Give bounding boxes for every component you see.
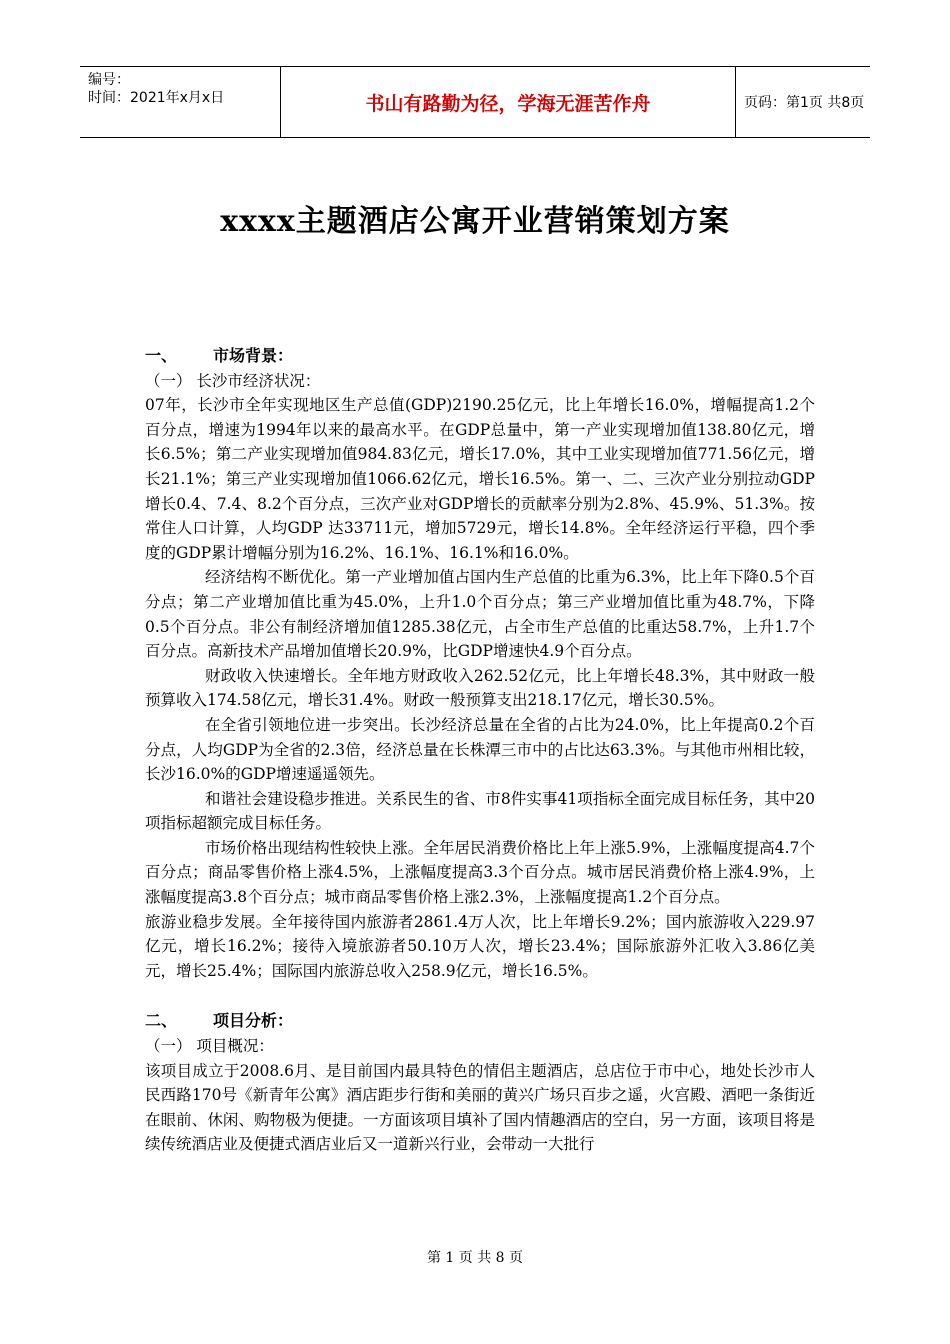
document-body <box>145 344 815 1157</box>
section-heading-project <box>145 1009 815 1034</box>
number-label: 编号： <box>88 72 130 88</box>
section-title: 项目分析： <box>213 1011 294 1031</box>
section-number: 一、 <box>145 346 178 365</box>
header-motto: 书山有路勤为径，学海无涯苦作舟 <box>280 67 736 137</box>
paragraph: 财政收入快速增长。全年地方财政收入262.52亿元，比上年增长48.3%，其中财政一般预算收入174.58亿元，增长31.4%。财政一般预算支出218.17亿元，增长30.5%。 <box>145 666 815 710</box>
subsection-heading: （一） 项目概况： <box>145 1037 274 1056</box>
header-table <box>80 66 870 138</box>
paragraph: 07年，长沙市全年实现地区生产总值(GDP)2190.25亿元，比上年增长16.0%，增幅提高1.2个百分点，增速为1994年以来的最高水平。在GDP总量中，第一产业实现增加值138.80亿元，增长6.5%；第二产业实现增加值984.83亿元，增长17.0%，其中工业实现增加值771.56亿元，增长21.1%；第三产业实现增加值1066.62亿元，增长16.5%。第一、二、三次产业分别拉动GDP增长0.4、7.4、8.2个百分点，三次产业对GDP增长的贡献率分别为2.8%、45.9%、51.3%。按常住人口计算，人均GDP 达33711元，增加5729元，增长14.8%。全年经济运行平稳，四个季度的GDP累计增幅分别为16.2%、16.1%、16.1%和16.0%。 <box>145 396 815 562</box>
paragraph: 在全省引领地位进一步突出。长沙经济总量在全省的占比为24.0%，比上年提高0.2个百分点，人均GDP为全省的2.3倍，经济总量在长株潭三市中的占比达63.3%。与其他市州相比较，长沙16.0%的GDP增速遥遥领先。 <box>145 715 815 784</box>
time-label: 时间：2021年x月x日 <box>88 90 225 106</box>
paragraph: 市场价格出现结构性较快上涨。全年居民消费价格比上年上涨5.9%，上涨幅度提高4.7个百分点；商品零售价格上涨4.5%，上涨幅度提高3.3个百分点。城市居民消费价格上涨4.9%，上涨幅度提高3.8个百分点；城市商品零售价格上涨2.3%，上涨幅度提高1.2个百分点。 <box>145 838 815 907</box>
page-footer: 第 1 页 共 8 页 <box>426 1250 524 1266</box>
section-number: 二、 <box>145 1011 178 1031</box>
paragraph: 和谐社会建设稳步推进。关系民生的省、市8件实事41项指标全面完成目标任务，其中20项指标超额完成目标任务。 <box>145 789 815 833</box>
section-heading-market <box>145 344 815 369</box>
header-page-info: 页码：第1页 共8页 <box>744 95 865 111</box>
paragraph: 经济结构不断优化。第一产业增加值占国内生产总值的比重为6.3%，比上年下降0.5个百分点；第二产业增加值比重为45.0%，上升1.0个百分点；第三产业增加值比重为48.7%，下降0.5个百分点。非公有制经济增加值1285.38亿元，占全市生产总值的比重达58.7%，上升1.7个百分点。高新技术产品增加值增长20.9%，比GDP增速快4.9个百分点。 <box>145 568 815 661</box>
paragraph: 旅游业稳步发展。全年接待国内旅游者2861.4万人次，比上年增长9.2%；国内旅游收入229.97亿元，增长16.2%；接待入境旅游者50.10万人次，增长23.4%；国际旅游外汇收入3.86亿美元，增长25.4%；国际国内旅游总收入258.9亿元，增长16.5%。 <box>145 912 815 980</box>
document-title: xxxx主题酒店公寓开业营销策划方案 <box>220 204 730 239</box>
paragraph: 该项目成立于2008.6月、是目前国内最具特色的情侣主题酒店，总店位于市中心，地处长沙市人民西路170号《新青年公寓》酒店距步行街和美丽的黄兴广场只百步之遥，火宫殿、酒吧一条街近在眼前、休闲、购物极为便捷。一方面该项目填补了国内情趣酒店的空白，另一方面，该项目将是续传统酒店业及便捷式酒店业后又一道新兴行业，会带动一大批行 <box>145 1061 815 1154</box>
subsection-heading: （一） 长沙市经济状况： <box>145 371 321 390</box>
section-gap <box>145 983 815 1009</box>
header-meta <box>80 67 280 137</box>
section-title: 市场背景： <box>213 346 294 365</box>
